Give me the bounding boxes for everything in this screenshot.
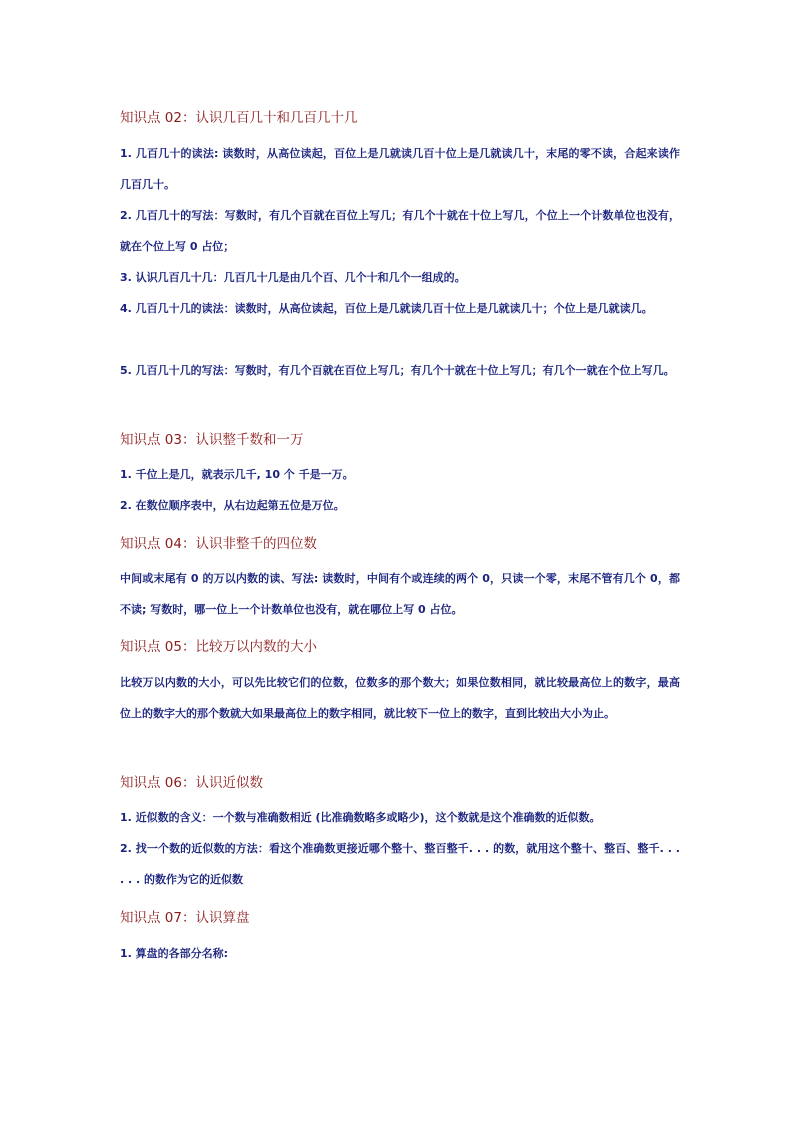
paragraph-06-2: 2. 找一个数的近似数的方法：看这个准确数更接近哪个整十、整百整千. . . 的数，就用这个整十、整百、整千. . . . . . 的数作为它的近似数	[120, 842, 680, 886]
paragraph-02-5: 5. 几百几十几的写法：写数时，有几个百就在百位上写几；有几个十就在十位上写几；有几个一就在个位上写几。	[120, 364, 675, 377]
paragraph-07-1: 1. 算盘的各部分名称:	[120, 947, 229, 960]
section-heading-03: 知识点 03：认识整千数和一万	[120, 432, 304, 448]
section-heading-02: 知识点 02：认识几百几十和几百几十几	[120, 110, 358, 126]
paragraph-05-1: 比较万以内数的大小，可以先比较它们的位数，位数多的那个数大；如果位数相同，就比较最高位上的数字，最高位上的数字大的那个数就大如果最高位上的数字相同，就比较下一位上的数字，直到比较出大小为止。	[120, 676, 680, 720]
paragraph-02-1: 1. 几百几十的读法: 读数时，从高位读起，百位上是几就读几百十位上是几就读几十，末尾的零不读，合起来读作几百几十。	[120, 147, 680, 191]
paragraph-02-2: 2. 几百几十的写法：写数时，有几个百就在百位上写几；有几个十就在十位上写几，个位上一个计数单位也没有，就在个位上写 0 占位；	[120, 209, 680, 253]
section-heading-07: 知识点 07：认识算盘	[120, 910, 250, 926]
paragraph-02-3: 3. 认识几百几十几：几百几十几是由几个百、几个十和几个一组成的。	[120, 271, 466, 284]
paragraph-02-4: 4. 几百几十几的读法：读数时，从高位读起，百位上是几就读几百十位上是几就读几十；个位上是几就读几。	[120, 302, 653, 315]
paragraph-04-1: 中间或末尾有 0 的万以内数的读、写法: 读数时，中间有个或连续的两个 0，只读一个零，末尾不管有几个 0，都不读; 写数时，哪一位上一个计数单位也没有，就在哪位上写 0 占位。	[120, 572, 680, 616]
paragraph-06-1: 1. 近似数的含义：一个数与准确数相近 (比准确数略多或略少)，这个数就是这个准确数的近似数。	[120, 811, 601, 824]
paragraph-03-2: 2. 在数位顺序表中，从右边起第五位是万位。	[120, 499, 345, 512]
section-heading-06: 知识点 06：认识近似数	[120, 775, 263, 791]
paragraph-03-1: 1. 千位上是几，就表示几千, 10 个 千是一万。	[120, 468, 354, 481]
section-heading-04: 知识点 04：认识非整千的四位数	[120, 536, 317, 552]
section-heading-05: 知识点 05：比较万以内数的大小	[120, 639, 317, 655]
